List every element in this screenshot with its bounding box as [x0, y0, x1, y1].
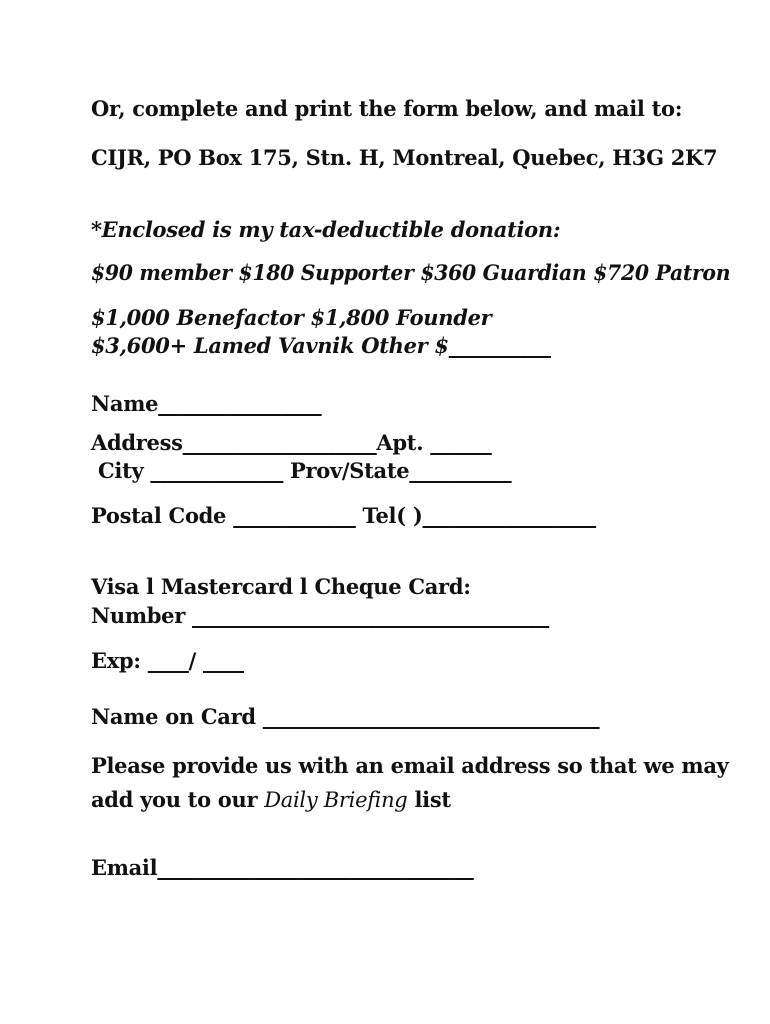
expiry-field[interactable]: Exp: ____/ ____ [91, 648, 244, 673]
address-field[interactable]: Address___________________Apt. ______ [91, 430, 492, 455]
donation-tiers-line-2: $1,000 Benefactor $1,800 Founder [91, 305, 492, 330]
card-number-field[interactable]: Number ___________________________________ [91, 603, 550, 628]
postal-code-field[interactable]: Postal Code ____________ Tel( )_________________ [91, 503, 596, 528]
email-note-line-2 [91, 789, 451, 811]
mail-address: CIJR, PO Box 175, Stn. H, Montreal, Quebec, H3G 2K7 [91, 145, 718, 170]
email-note-line-1: Please provide us with an email address so that we may [91, 753, 729, 778]
email-note-suffix: list [407, 787, 451, 812]
mail-instruction: Or, complete and print the form below, and mail to: [91, 96, 683, 121]
city-field[interactable]: City _____________ Prov/State__________ [91, 458, 512, 483]
daily-briefing-title: Daily Briefing [264, 788, 408, 812]
email-field[interactable]: Email_______________________________ [91, 855, 474, 880]
email-note-prefix: add you to our [91, 787, 265, 812]
donation-heading: *Enclosed is my tax-deductible donation: [91, 217, 561, 242]
donation-tiers-line-1: $90 member $180 Supporter $360 Guardian $720 Patron [91, 260, 731, 285]
card-types-label: Visa l Mastercard l Cheque Card: [91, 574, 471, 599]
name-on-card-field[interactable]: Name on Card _________________________________ [91, 704, 600, 729]
donation-tiers-line-3: $3,600+ Lamed Vavnik Other $__________ [91, 333, 551, 358]
name-field[interactable]: Name________________ [91, 391, 322, 416]
